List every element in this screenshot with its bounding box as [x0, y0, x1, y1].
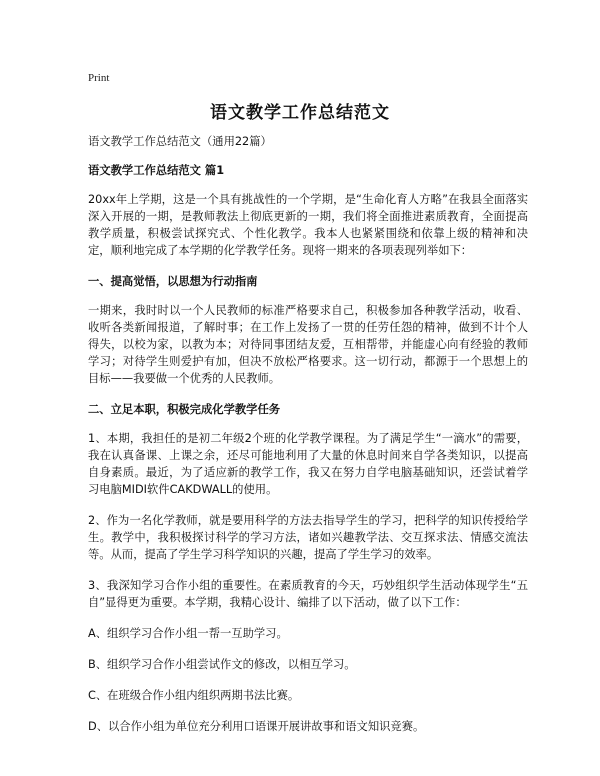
section-title: 语文教学工作总结范文 篇1: [88, 164, 225, 177]
list-item-d: D、以合作小组为单位充分利用口语课开展讲故事和语文知识竞赛。: [88, 720, 425, 733]
list-item-a: A、组织学习合作小组一帮一互助学习。: [88, 627, 288, 640]
document-body: [88, 133, 528, 749]
intro-paragraph: 20xx年上学期，这是一个具有挑战性的一个学期，是“生命化育人方略”在我县全面落实深入开展的一期，是教师教法上彻底更新的一期，我们将全面推进素质教育，全面提高教学质量，积极尝试探究式、个性化教学。我本人也紧紧围绕和依靠上级的精神和决定，顺利地完成了本学期的化学教学任务。现将一期来的各项表现列举如下：: [88, 193, 528, 257]
list-item-c: C、在班级合作小组内组织两期书法比赛。: [88, 689, 300, 702]
document-title: 语文教学工作总结范文: [210, 103, 390, 123]
paragraph-1: 一期来，我时时以一个人民教师的标准严格要求自己，积极参加各种教学活动，收看、收听各类新闻报道，了解时事；在工作上发扬了一贯的任劳任怨的精神，做到不计个人得失，以校为家，以教为本；对待同事团结友爱，互相帮带，并能虚心向有经验的教师学习；对待学生则爱护有加，但决不放松严格要求。这一切行动，都源于一个思想上的目标——我要做一个优秀的人民教师。: [88, 304, 528, 385]
heading-2: 二、立足本职，积极完成化学教学任务: [88, 403, 281, 416]
list-item-b: B、组织学习合作小组尝试作文的修改，以相互学习。: [88, 658, 356, 671]
paragraph-4: 3、我深知学习合作小组的重要性。在素质教育的今天，巧妙组织学生活动体现学生“五自”显得更为重要。本学期，我精心设计、编排了以下活动，做了以下工作：: [88, 579, 528, 609]
paragraph-3: 2、作为一名化学教师，就是要用科学的方法去指导学生的学习，把科学的知识传授给学生。教学中，我积极探讨科学的学习方法，诸如兴趣教学法、交互探求法、情感交流法等。从而，提高了学生学习科学知识的兴趣，提高了学生学习的效率。: [88, 514, 528, 561]
document-subtitle: 语文教学工作总结范文（通用22篇）: [88, 135, 272, 148]
heading-1: 一、提高觉悟，以思想为行动指南: [88, 275, 258, 288]
print-link[interactable]: Print: [88, 72, 110, 84]
paragraph-2: 1、本期，我担任的是初二年级2个班的化学教学课程。为了满足学生“一滴水”的需要，我在认真备课、上课之余，还尽可能地利用了大量的休息时间来自学各类知识，以提高自身素质。最近，为了适应新的教学工作，我又在努力自学电脑基础知识，还尝试着学习电脑MIDI软件CAKDWALL的使用。: [88, 432, 528, 496]
